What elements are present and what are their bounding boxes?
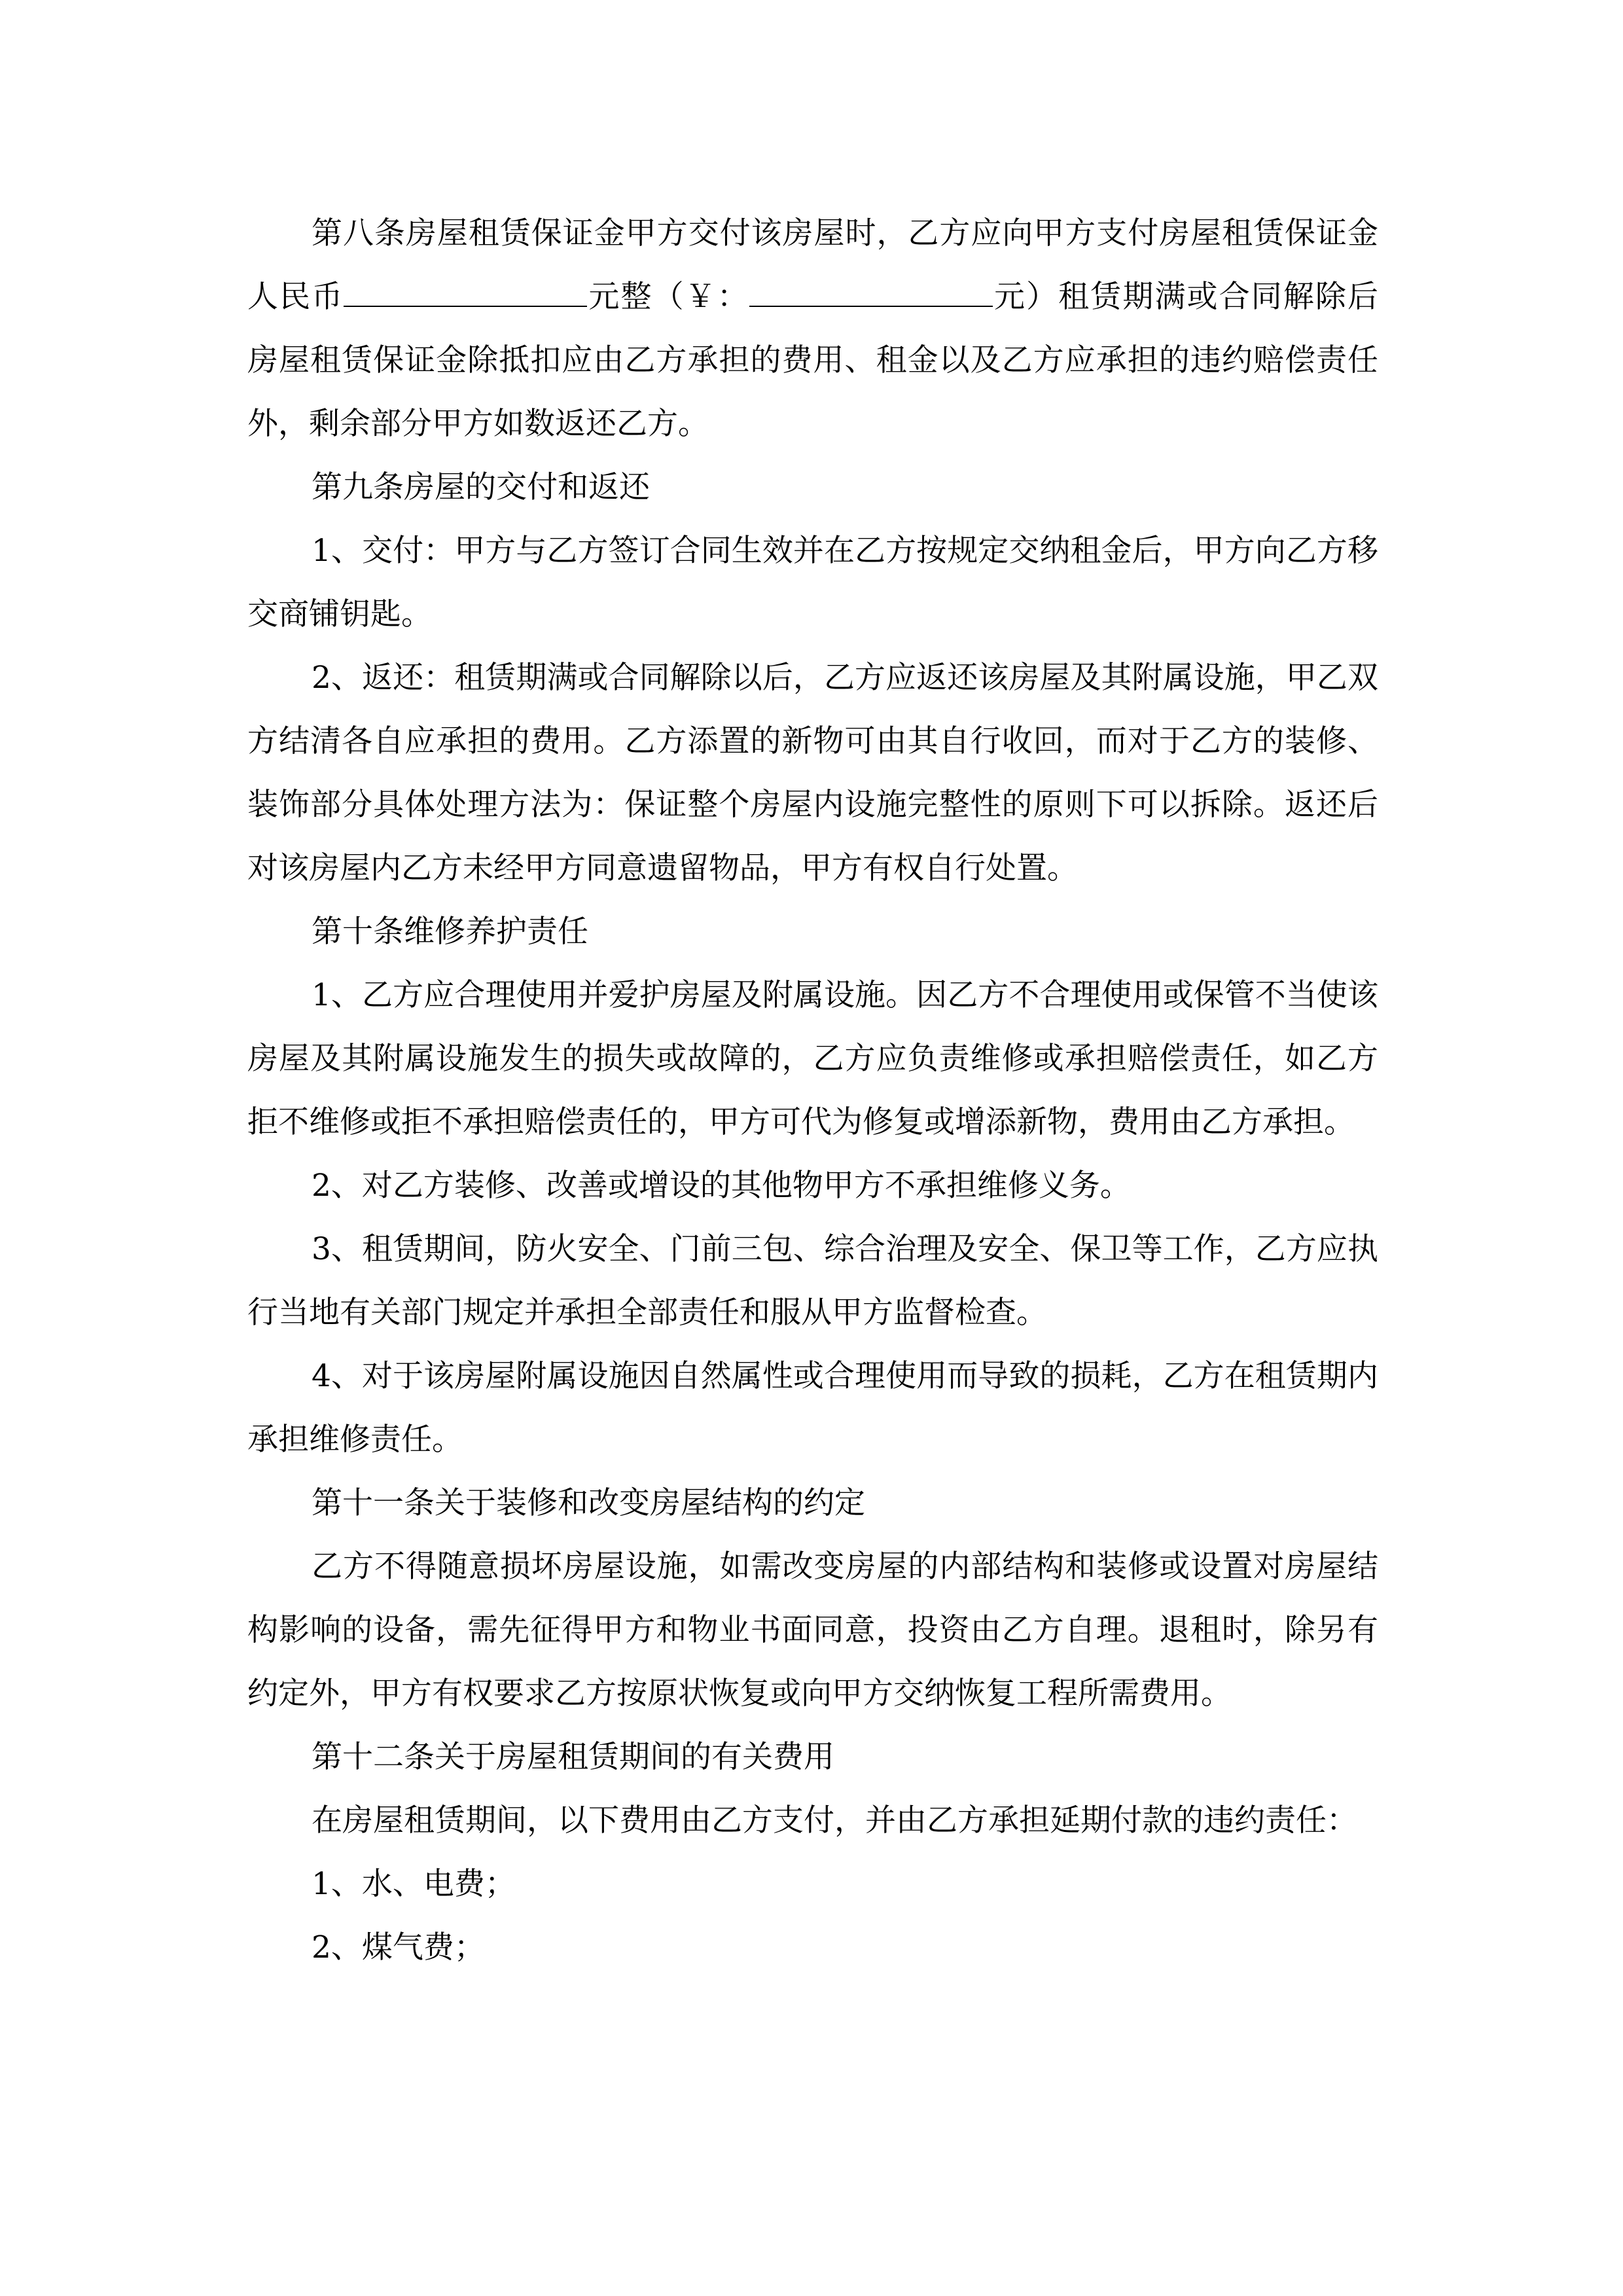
article-10-item-4: 4、对于该房屋附属设施因自然属性或合理使用而导致的损耗，乙方在租赁期内承担维修责任。 bbox=[247, 1358, 1378, 1458]
article-12-title: 第十二条关于房屋租赁期间的有关费用 bbox=[312, 1739, 834, 1775]
article-12-intro: 在房屋租赁期间，以下费用由乙方支付，并由乙方承担延期付款的违约责任： bbox=[312, 1803, 1357, 1839]
article-10-item-1: 1、乙方应合理使用并爱护房屋及附属设施。因乙方不合理使用或保管不当使该房屋及其附属设施发生的损失或故障的，乙方应负责维修或承担赔偿责任，如乙方拒不维修或拒不承担赔偿责任的，甲方可代为修复或增添新物，费用由乙方承担。 bbox=[247, 977, 1378, 1140]
article-8-text-3: 元）租赁期满或合同解除后房屋租赁保证金除抵扣应由乙方承担的费用、租金以及乙方应承担的违约赔偿责任外，剩余部分甲方如数返还乙方。 bbox=[247, 279, 1379, 442]
article-10-item-2: 2、对乙方装修、改善或增设的其他物甲方不承担维修义务。 bbox=[312, 1168, 1131, 1204]
article-9-item-2: 2、返还：租赁期满或合同解除以后，乙方应返还该房屋及其附属设施，甲乙双方结清各自应承担的费用。乙方添置的新物可由其自行收回，而对于乙方的装修、装饰部分具体处理方法为：保证整个房屋内设施完整性的原则下可以拆除。返还后对该房屋内乙方未经甲方同意遗留物品，甲方有权自行处置。 bbox=[247, 660, 1378, 886]
deposit-number-blank bbox=[749, 279, 993, 307]
article-11-title: 第十一条关于装修和改变房屋结构的约定 bbox=[312, 1485, 865, 1521]
article-8-paragraph bbox=[247, 202, 1378, 456]
article-8-text-1: 第八条房屋租赁保证金甲方交付该房屋时，乙方应向甲方支付房屋租赁保证金人民币 bbox=[247, 215, 1378, 315]
article-12-item-2: 2、煤气费； bbox=[312, 1929, 485, 1965]
article-9-title: 第九条房屋的交付和返还 bbox=[312, 469, 650, 505]
article-10-item-3: 3、租赁期间，防火安全、门前三包、综合治理及安全、保卫等工作，乙方应执行当地有关部门规定并承担全部责任和服从甲方监督检查。 bbox=[247, 1231, 1378, 1331]
contract-page bbox=[247, 202, 1378, 1979]
article-9-item-1: 1、交付：甲方与乙方签订合同生效并在乙方按规定交纳租金后，甲方向乙方移交商铺钥匙。 bbox=[247, 533, 1378, 632]
article-10-title: 第十条维修养护责任 bbox=[312, 914, 588, 950]
article-8-text-2: 元整（￥： bbox=[587, 279, 749, 315]
article-11-body: 乙方不得随意损坏房屋设施，如需改变房屋的内部结构和装修或设置对房屋结构影响的设备，需先征得甲方和物业书面同意，投资由乙方自理。退租时，除另有约定外，甲方有权要求乙方按原状恢复或向甲方交纳恢复工程所需费用。 bbox=[247, 1549, 1378, 1712]
article-12-item-1: 1、水、电费； bbox=[312, 1866, 516, 1902]
deposit-amount-blank bbox=[344, 279, 587, 307]
